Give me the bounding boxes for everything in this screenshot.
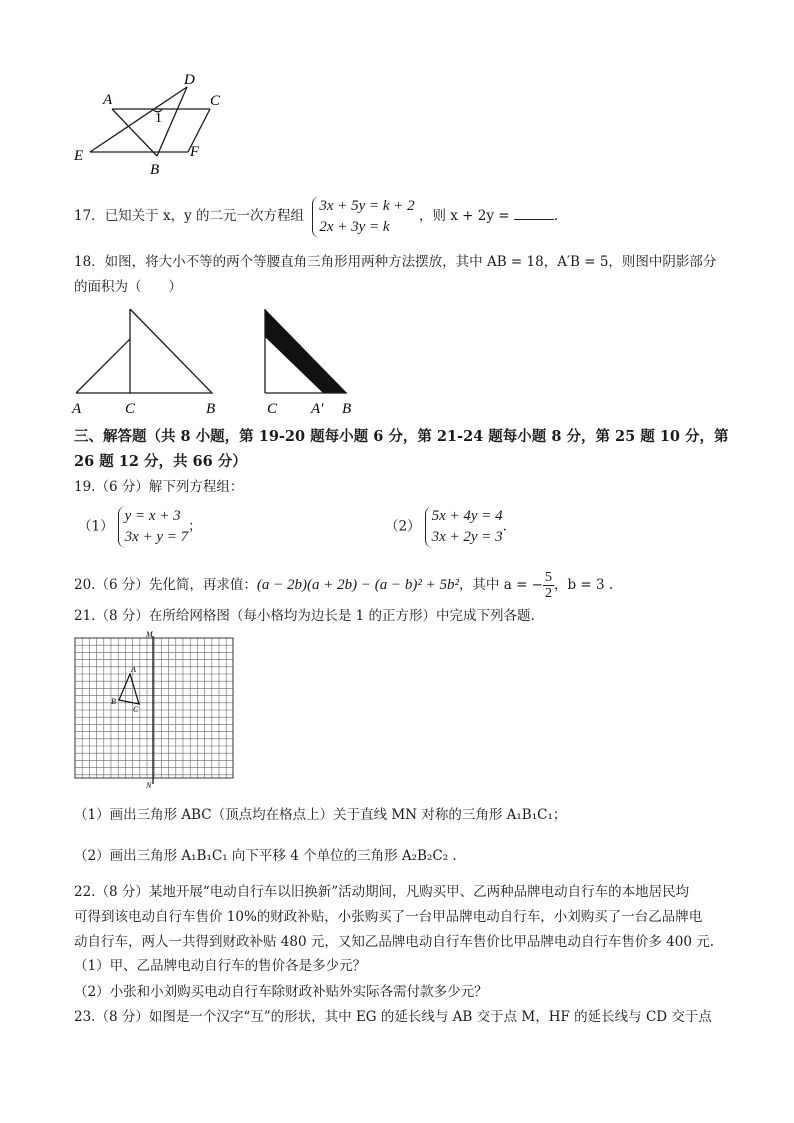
q18-line-2: 的面积为（ ） (74, 279, 182, 295)
q20-fraction (543, 570, 554, 601)
q19-p1-label: （1） (78, 518, 114, 535)
label-A: A (103, 92, 113, 108)
right-label-B: B (342, 401, 352, 415)
grid-label-B: B (111, 697, 116, 706)
q17-eq2: 2x + 3y = k (319, 218, 390, 235)
left-label-B: B (206, 401, 216, 415)
q18-line-1: 18．如图，将大小不等的两个等腰直角三角形用两种方法摆放，其中 AB = 18，A′B = 5，则图中阴影部分 (74, 254, 717, 270)
label-E: E (74, 148, 84, 164)
label-F: F (190, 144, 200, 160)
question-17 (74, 194, 558, 238)
q22-line-2: 可得到该电动自行车售价 10%的财政补贴，小张购买了一台甲品牌电动自行车，小刘购买了一台乙品牌电 (74, 909, 703, 925)
q17-prefix: 已知关于 x，y 的二元一次方程组 (104, 208, 305, 224)
q22-part-2: （2）小张和小刘购买电动自行车除财政补贴外实际各需付款多少元？ (74, 984, 488, 1000)
question-20 (74, 568, 613, 602)
figure-q18-right (255, 305, 375, 415)
q22-line-3: 动自行车，两人一共得到财政补贴 480 元，又知乙品牌电动自行车售价比甲品牌电动自行车售价多 400 元. (74, 934, 714, 950)
figure-q16 (70, 68, 240, 183)
q20-frac-den: 2 (544, 586, 552, 601)
q21-heading: 21.（8 分）在所给网格图（每小格均为边长是 1 的正方形）中完成下列各题. (74, 608, 535, 624)
label-1: 1 (155, 111, 162, 126)
figure-q21-grid (73, 630, 237, 790)
large-triangle (130, 309, 212, 393)
q19-p1-eq2: 3x + y = 7 (124, 529, 189, 545)
q19-p1-end: ； (188, 518, 202, 535)
q22-line-1: 22.（8 分）某地开展“电动自行车以旧换新”活动期间，凡购买甲、乙两种品牌电动自行车的本地居民均 (74, 884, 690, 900)
q21-part-2: （2）画出三角形 A₁B₁C₁ 向下平移 4 个单位的三角形 A₂B₂C₂ . (74, 848, 457, 864)
q19-p2-eq1: 5x + 4y = 4 (431, 508, 503, 524)
grid-label-N: N (146, 781, 152, 790)
section-3-heading-line-1: 三、解答题（共 8 小题，第 19-20 题每小题 6 分，第 21-24 题每小题 8 分，第 25 题 10 分，第 (74, 428, 729, 445)
q17-equation-system (312, 196, 414, 238)
shaded-region (265, 309, 347, 393)
q19-p2-end: . (502, 518, 507, 535)
q19-p2-system (425, 506, 503, 548)
label-D: D (184, 72, 195, 88)
q19-part-2 (385, 506, 507, 548)
figure-q18-left (70, 305, 230, 415)
q17-end: . (553, 208, 559, 224)
label-B: B (150, 162, 160, 178)
right-label-Aprime: A′ (311, 401, 324, 415)
q17-eq1: 3x + 5y = k + 2 (319, 197, 415, 214)
grid-label-C: C (133, 705, 139, 714)
q19-heading: 19.（6 分）解下列方程组： (74, 479, 244, 495)
q20-frac-num: 5 (544, 570, 552, 585)
q19-p1-system (118, 506, 189, 548)
q19-p2-label: （2） (385, 518, 421, 535)
q20-mid: ，其中 a = − (458, 577, 543, 593)
right-label-C: C (267, 401, 278, 415)
grid-label-A: A (131, 665, 136, 674)
label-C: C (210, 93, 221, 109)
q22-part-1: （1）甲、乙品牌电动自行车的售价各是多少元？ (74, 958, 367, 974)
q19-part-1 (78, 506, 202, 548)
q19-p1-eq1: y = x + 3 (124, 508, 181, 524)
left-label-A: A (72, 401, 82, 415)
q20-prefix: 20.（6 分）先化简，再求值： (74, 577, 257, 593)
q20-post: ，b = 3 . (553, 577, 614, 593)
triangle-ABC (119, 674, 139, 704)
q21-part-1: （1）画出三角形 ABC（顶点均在格点上）关于直线 MN 对称的三角形 A₁B₁C₁； (74, 807, 567, 823)
q17-number: 17． (74, 208, 105, 224)
q17-answer-blank (514, 205, 554, 220)
q19-p2-eq2: 3x + 2y = 3 (431, 529, 503, 545)
grid-label-M: M (146, 630, 153, 639)
section-3-heading-line-2: 26 题 12 分，共 66 分） (74, 453, 247, 470)
q17-postfix: ，则 x + 2y = (418, 208, 514, 224)
q23-line-1: 23.（8 分）如图是一个汉字“互”的形状，其中 EG 的延长线与 AB 交于点 M，HF 的延长线与 CD 交于点 (74, 1009, 712, 1025)
q20-expression: (a − 2b)(a + 2b) − (a − b)² + 5b² (256, 577, 459, 593)
small-triangle-hyp (76, 339, 130, 393)
left-label-C: C (125, 401, 136, 415)
